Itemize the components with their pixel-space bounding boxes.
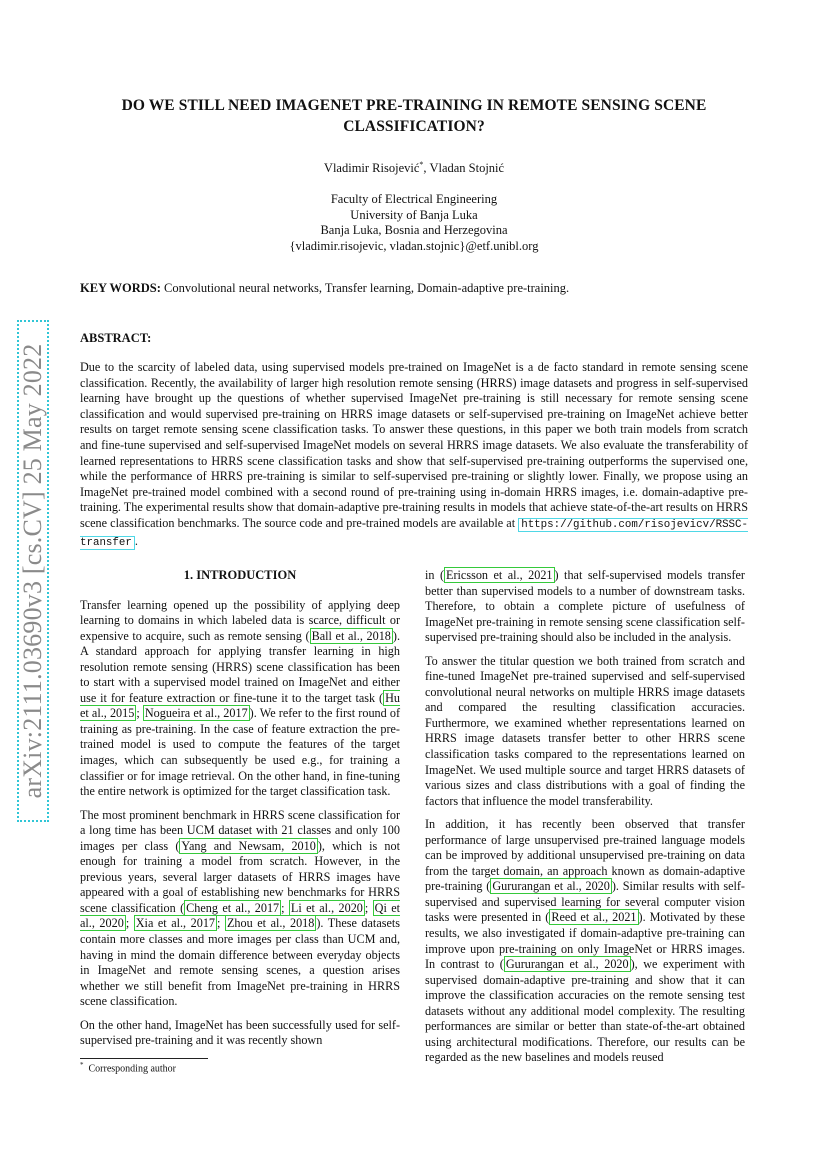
text-run: ). Similar results with self-supervised and supervised learning for several computer vision tasks were presented in ( <box>425 879 745 925</box>
abstract-body <box>80 360 748 551</box>
code-repository-link[interactable]: https://github.com/risojevicv/RSSC-transfer <box>80 518 748 549</box>
corresponding-author-mark[interactable]: * <box>419 160 424 169</box>
footnote-text: Corresponding author <box>88 1063 176 1075</box>
text-run: ). Motivated by these results, we also investigated if domain-adaptive pre-training can improve upon pre-training on only ImageNet or HRRS images. In contrast to ( <box>425 910 745 972</box>
paper-title: DO WE STILL NEED IMAGENET PRE-TRAINING IN REMOTE SENSING SCENE CLASSIFICATION? <box>121 97 707 135</box>
affiliation-line: Faculty of Electrical Engineering <box>330 192 498 206</box>
text-run: ). These datasets contain more classes and more images per class than UCM and, having in mind the domain difference between everyday objects in ImageNet and remote sensing scenes, a question arises whether we still benefit from ImageNet pre-training in HRRS scene classification. <box>80 916 401 1009</box>
affiliation-block <box>80 192 748 254</box>
paragraph: The most prominent benchmark in HRRS scene classification for a long time has been UCM dataset with 21 classes and only 100 images per class ( Yang and Newsam, 2010 ), which is not enough for training a model from scratch. However, in the previous years, several larger datasets of HRRS images have appeared with a goal of establishing new benchmarks for HRRS scene classification ( Cheng et al., 2017 ; Li et al., 2020 ; Qi et al., 2020 ; Xia et al., 2017 ; Zhou et al., 2018 ). These datasets contain more classes and more images per class than UCM and, having in mind the domain difference between everyday objects in ImageNet and remote sensing scenes, a question arises whether we still benefit from ImageNet pre-training in HRRS scene classification. <box>80 807 401 1009</box>
abstract-end: . <box>134 533 138 548</box>
text-run: ), which is not enough for training a model from scratch. However, in the previous years, several larger datasets of HRRS images have appeared with a goal of establishing new benchmarks for HRRS scene classification ( <box>80 838 400 915</box>
citation-link[interactable]: Cheng et al., 2017 <box>186 900 280 915</box>
citation-link[interactable]: Ball et al., 2018 <box>311 628 391 643</box>
arxiv-stamp-link[interactable] <box>17 320 49 822</box>
citation-link[interactable]: Qi et al., 2020 <box>80 900 401 931</box>
author-list <box>80 160 748 176</box>
paragraph: Transfer learning opened up the possibility of applying deep learning to domains in which labeled data is scarce, difficult or expensive to acquire, such as remote sensing ( Ball et al., 2018 ). A standard approach for applying transfer learning in high resolution remote sensing (HRRS) scene classification has been to start with a supervised model trained on ImageNet and either use it for feature extraction or fine-tune it to the target task ( Hu et al., 2015 ; Nogueira et al., 2017 ). We refer to the first round of training as pre-training. In the case of feature extraction the pre-trained model is used to compute the features of the target images, which can subsequently be used e.g., for training a classifier or for image retrieval. On the other hand, in fine-tuning the entire network is optimized for the target classification task. <box>80 597 401 799</box>
text-run: in ( <box>425 568 445 582</box>
author-name: Vladan Stojnić <box>429 161 505 176</box>
citation-link[interactable]: Gururangan et al., 2020 <box>505 957 629 972</box>
author-separator: , <box>423 161 430 176</box>
keywords-label: KEY WORDS: <box>80 281 161 295</box>
paragraph <box>425 568 745 646</box>
citation-link[interactable]: Reed et al., 2021 <box>551 910 637 925</box>
footnote-mark: * <box>80 1061 84 1069</box>
author-emails: {vladimir.risojevic, vladan.stojnic}@etf.unibl.org <box>289 238 539 253</box>
footnote <box>80 1061 176 1074</box>
paragraph: On the other hand, ImageNet has been successfully used for self-supervised pre-training and it was recently shown <box>80 1017 400 1048</box>
left-column <box>80 565 400 1057</box>
citation-link[interactable]: Li et al., 2020 <box>290 900 363 915</box>
keywords-text: Convolutional neural networks, Transfer learning, Domain-adaptive pre-training. <box>160 281 570 295</box>
text-run: ), we experiment with supervised domain-adaptive pre-training and show that it can improve the classification accuracies on the remote sensing test datasets without any additional model complexity. The resulting performances are similar or better than state-of-the-art obtained using architectural modifications. Therefore, our results can be regarded as the new baselines and models reused <box>425 957 745 1065</box>
citation-link[interactable]: Xia et al., 2017 <box>135 916 216 931</box>
abstract-text: Due to the scarcity of labeled data, using supervised models pre-trained on ImageNet is a de facto standard in remote sensing scene classification. Recently, the availability of larger high resolution remote sensing (HRRS) image datasets and progress in self-supervised learning have brought up the questions of whether supervised ImageNet pre-training is still necessary for remote sensing scene classification and would supervised pre-training on HRRS image datasets or self-supervised pre-training on ImageNet achieve better results on target remote sensing scene classification tasks. To answer these questions, in this paper we both train models from scratch and fine-tune supervised and self-supervised ImageNet models on several HRRS image datasets. We also evaluate the transferability of learned representations to HRRS scene classification tasks and show that self-supervised pre-training outperforms the supervised one, while the performance of HRRS pre-training is similar to self-supervised pre-training or slightly lower. Finally, we propose using an ImageNet pre-trained model combined with a second round of pre-training using in-domain HRRS images, i.e. domain-adaptive pre-training. The experimental results show that domain-adaptive pre-training results in models that achieve state-of-the-art results on HRRS scene classification benchmarks. The source code and pre-trained models are available at <box>80 360 748 530</box>
right-column <box>425 568 745 1074</box>
section-heading-introduction: 1. INTRODUCTION <box>183 568 297 582</box>
keywords <box>80 281 748 296</box>
text-run: ). A standard approach for applying transfer learning in high resolution remote sensing (HRRS) scene classification has been to start with a supervised model trained on ImageNet and either use it for feature extraction or fine-tune it to the target task ( <box>80 628 400 705</box>
text-run: ). We refer to the first round of training as pre-training. In the case of feature extraction the pre-trained model is used to compute the features of the target images, which can subsequently be used e.g., for training a classifier or for image retrieval. On the other hand, in fine-tuning the entire network is optimized for the target classification task. <box>80 706 401 799</box>
text-run: The most prominent benchmark in HRRS scene classification for a long time has been UCM dataset with 21 classes and only 100 images per class ( <box>80 807 400 853</box>
abstract-heading: ABSTRACT: <box>80 331 152 345</box>
arxiv-identifier: arXiv:2111.03690v3 [cs.CV] 25 May 2022 <box>18 343 47 799</box>
citation-link[interactable]: Ericsson et al., 2021 <box>446 568 553 582</box>
affiliation-line: Banja Luka, Bosnia and Herzegovina <box>320 223 508 237</box>
citation-link[interactable]: Hu et al., 2015 <box>80 690 400 721</box>
footnote-divider <box>80 1058 208 1059</box>
text-run: Transfer learning opened up the possibility of applying deep learning to domains in which labeled data is scarce, difficult or expensive to acquire, such as remote sensing ( <box>80 597 400 643</box>
text-run: In addition, it has recently been observed that transfer performance of large unsupervised pre-trained language models can be improved by additional unsupervised pre-training on data from the target domain, an approach known as domain-adaptive pre-training ( <box>425 817 745 894</box>
citation-link[interactable]: Yang and Newsam, 2010 <box>181 838 316 853</box>
text-run: ) that self-supervised models transfer better than supervised models to a number of downstream tasks. Therefore, to obtain a complete picture of usefulness of ImageNet pre-training in remote sensing scene classification self-supervised pre-training should also be included in the analysis. <box>425 568 745 645</box>
affiliation-line: University of Banja Luka <box>350 207 478 222</box>
citation-link[interactable]: Nogueira et al., 2017 <box>144 706 248 721</box>
paragraph: To answer the titular question we both trained from scratch and fine-tuned ImageNet pre-trained supervised and self-supervised convolutional neural networks on multiple HRRS image datasets and compared the resulting classification accuracies. Furthermore, we examined whether representations learned on HRRS image datasets transfer better to other HRRS scene classification tasks compared to the representations learned on ImageNet. We used multiple source and target HRRS datasets of various sizes and class distributions with a goal of finding the factors that influence the model transferability. <box>425 653 745 808</box>
citation-link[interactable]: Gururangan et al., 2020 <box>492 879 610 894</box>
paragraph <box>425 817 745 1066</box>
citation-link[interactable]: Zhou et al., 2018 <box>226 916 315 931</box>
author-name: Vladimir Risojević <box>323 161 420 176</box>
